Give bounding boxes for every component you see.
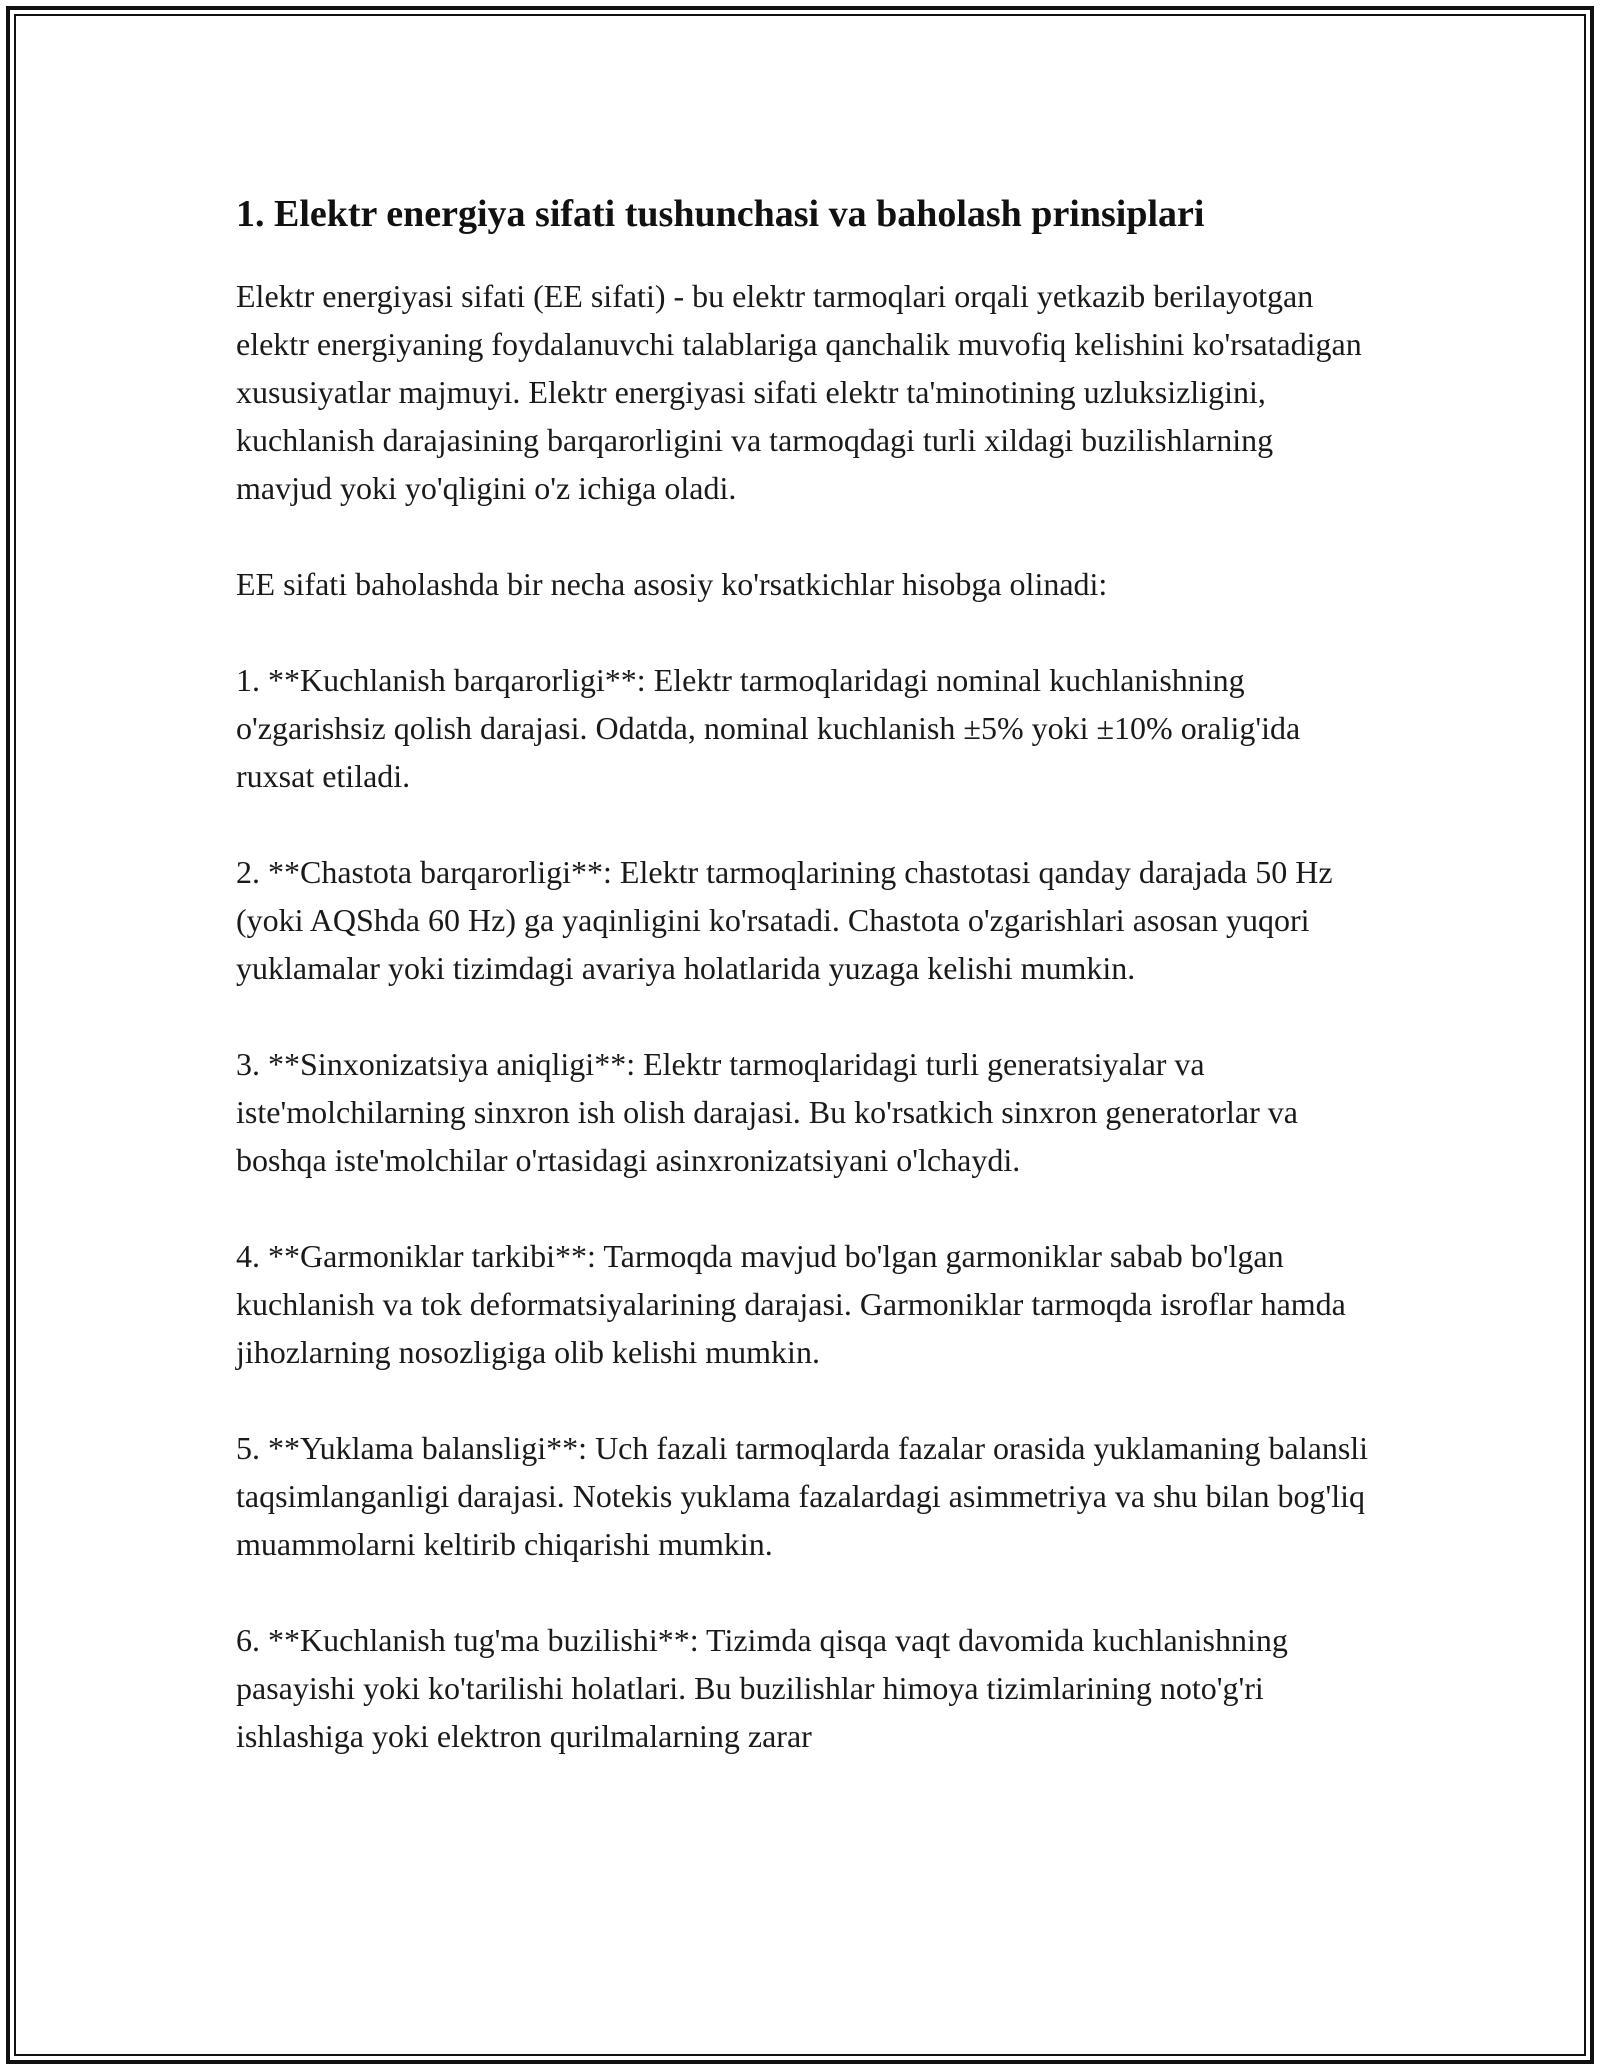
criterion-load-balance: 5. **Yuklama balansligi**: Uch fazali tarmoqlarda fazalar orasida yuklamaning balansli taqsimlanganligi darajasi. Notekis yuklama fazalardagi asimmetriya va shu bilan bog'liq muammolarni keltirib chiqarishi mumkin. <box>236 1430 1377 1562</box>
criterion-synchronization-accuracy: 3. **Sinxonizatsiya aniqligi**: Elektr tarmoqlaridagi turli generatsiyalar va iste'molchilarning sinxron ish olish darajasi. Bu ko'rsatkich sinxron generatorlar va boshqa iste'molchilar o'rtasidagi asinxronizatsiyani o'lchaydi. <box>236 1046 1306 1178</box>
intro-paragraph: Elektr energiyasi sifati (EE sifati) - bu elektr tarmoqlari orqali yetkazib berilayotgan elektr energiyaning foydalanuvchi talablariga qanchalik muvofiq kelishini ko'rsatadigan xususiyatlar majmuyi. Elektr energiyasi sifati elektr ta'minotining uzluksizligini, kuchlanish darajasining barqarorligini va tarmoqdagi turli xildagi buzilishlarning mavjud yoki yo'qligini o'z ichiga oladi. <box>236 278 1370 506</box>
criterion-voltage-disturbance: 6. **Kuchlanish tug'ma buzilishi**: Tizimda qisqa vaqt davomida kuchlanishning pasayishi yoki ko'tarilishi holatlari. Bu buzilishlar himoya tizimlarining noto'g'ri ishlashiga yoki elektron qurilmalarning zarar <box>236 1622 1296 1754</box>
criteria-intro-paragraph: EE sifati baholashda bir necha asosiy ko'rsatkichlar hisobga olinadi: <box>236 566 1108 602</box>
criterion-harmonics-content: 4. **Garmoniklar tarkibi**: Tarmoqda mavjud bo'lgan garmoniklar sabab bo'lgan kuchlanish va tok deformatsiyalarining darajasi. Garmoniklar tarmoqda isroflar hamda jihozlarning nosozligiga olib kelishi mumkin. <box>236 1238 1354 1370</box>
criterion-voltage-stability: 1. **Kuchlanish barqarorligi**: Elektr tarmoqlaridagi nominal kuchlanishning o'zgarishsiz qolish darajasi. Odatda, nominal kuchlanish ±5% yoki ±10% oralig'ida ruxsat etiladi. <box>236 662 1309 794</box>
document-body <box>236 186 1376 1760</box>
section-heading: 1. Elektr energiya sifati tushunchasi va baholash prinsiplari <box>236 193 1205 235</box>
criterion-frequency-stability: 2. **Chastota barqarorligi**: Elektr tarmoqlarining chastotasi qanday darajada 50 Hz (yoki AQShda 60 Hz) ga yaqinligini ko'rsatadi. Chastota o'zgarishlari asosan yuqori yuklamalar yoki tizimdagi avariya holatlarida yuzaga kelishi mumkin. <box>236 854 1341 986</box>
